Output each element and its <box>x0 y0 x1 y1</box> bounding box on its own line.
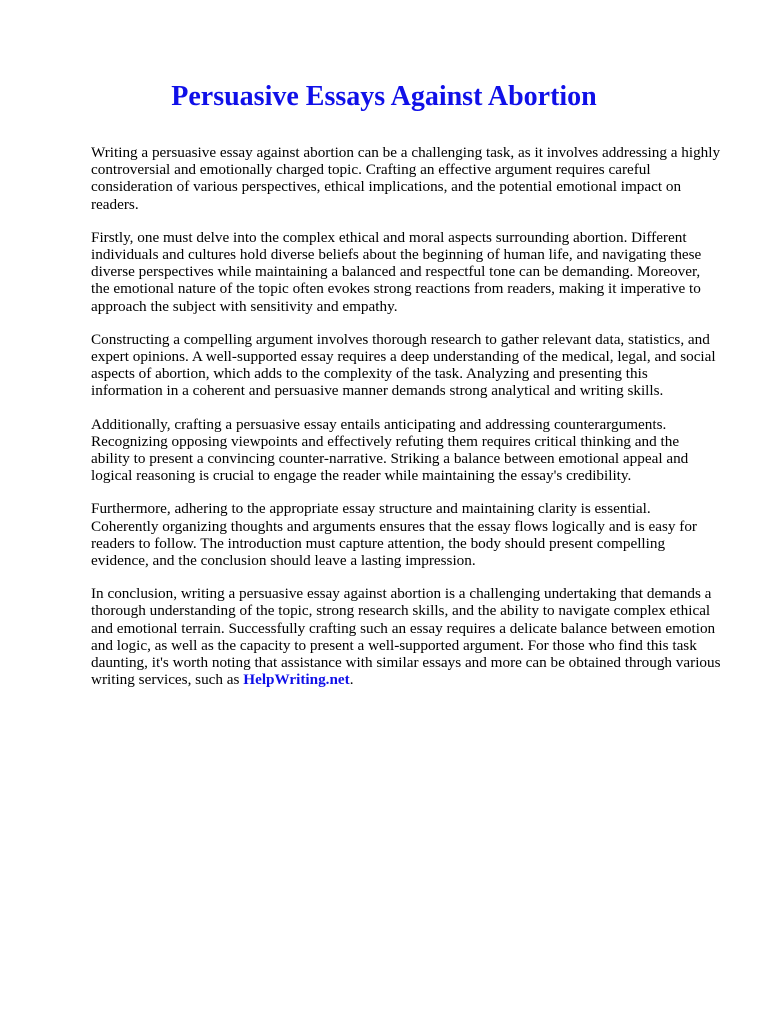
paragraph-ethics: Firstly, one must delve into the complex ethical and moral aspects surrounding abortion. Different individuals and cultures hold diverse beliefs about the beginning of human life, and navigating these diverse perspectives while maintaining a balanced and respectful tone can be demanding. Moreover, the emotional nature of the topic often evokes strong reactions from readers, making it imperative to approach the subject with sensitivity and empathy. <box>91 228 702 315</box>
conclusion-trailing: . <box>349 671 354 689</box>
conclusion-text: In conclusion, writing a persuasive essay against abortion is a challenging undertaking that demands a thorough understanding of the topic, strong research skills, and the ability to navigate complex ethical and emotional terrain. Successfully crafting such an essay requires a delicate balance between emotion and logic, as well as the capacity to present a well-supported argument. For those who find this task daunting, it's worth noting that assistance with similar essays and more can be obtained through various writing services, such as <box>91 585 721 689</box>
paragraph-intro: Writing a persuasive essay against abortion can be a challenging task, as it involves addressing a highly controversial and emotionally charged topic. Crafting an effective argument requires careful consideration of various perspectives, ethical implications, and the potential emotional impact on readers. <box>91 144 721 213</box>
paragraph-conclusion <box>91 585 721 688</box>
document-body <box>91 144 721 704</box>
document-title: Persuasive Essays Against Abortion <box>171 81 597 112</box>
paragraph-structure: Furthermore, adhering to the appropriate essay structure and maintaining clarity is essential. Coherently organizing thoughts and arguments ensures that the essay flows logically and is easy for readers to follow. The introduction must capture attention, the body should present compelling evidence, and the conclusion should leave a lasting impression. <box>91 500 697 570</box>
paragraph-research: Constructing a compelling argument involves thorough research to gather relevant data, statistics, and expert opinions. A well-supported essay requires a deep understanding of the medical, legal, and social aspects of abortion, which adds to the complexity of the task. Analyzing and presenting this information in a coherent and persuasive manner demands strong analytical and writing skills. <box>91 330 716 400</box>
paragraph-counterarguments: Additionally, crafting a persuasive essay entails anticipating and addressing counterarguments. Recognizing opposing viewpoints and effectively refuting them requires critical thinking and the ability to present a convincing counter-narrative. Striking a balance between emotional appeal and logical reasoning is crucial to engage the reader while maintaining the essay's credibility. <box>91 415 689 485</box>
helpwriting-link[interactable]: HelpWriting.net <box>243 671 350 689</box>
